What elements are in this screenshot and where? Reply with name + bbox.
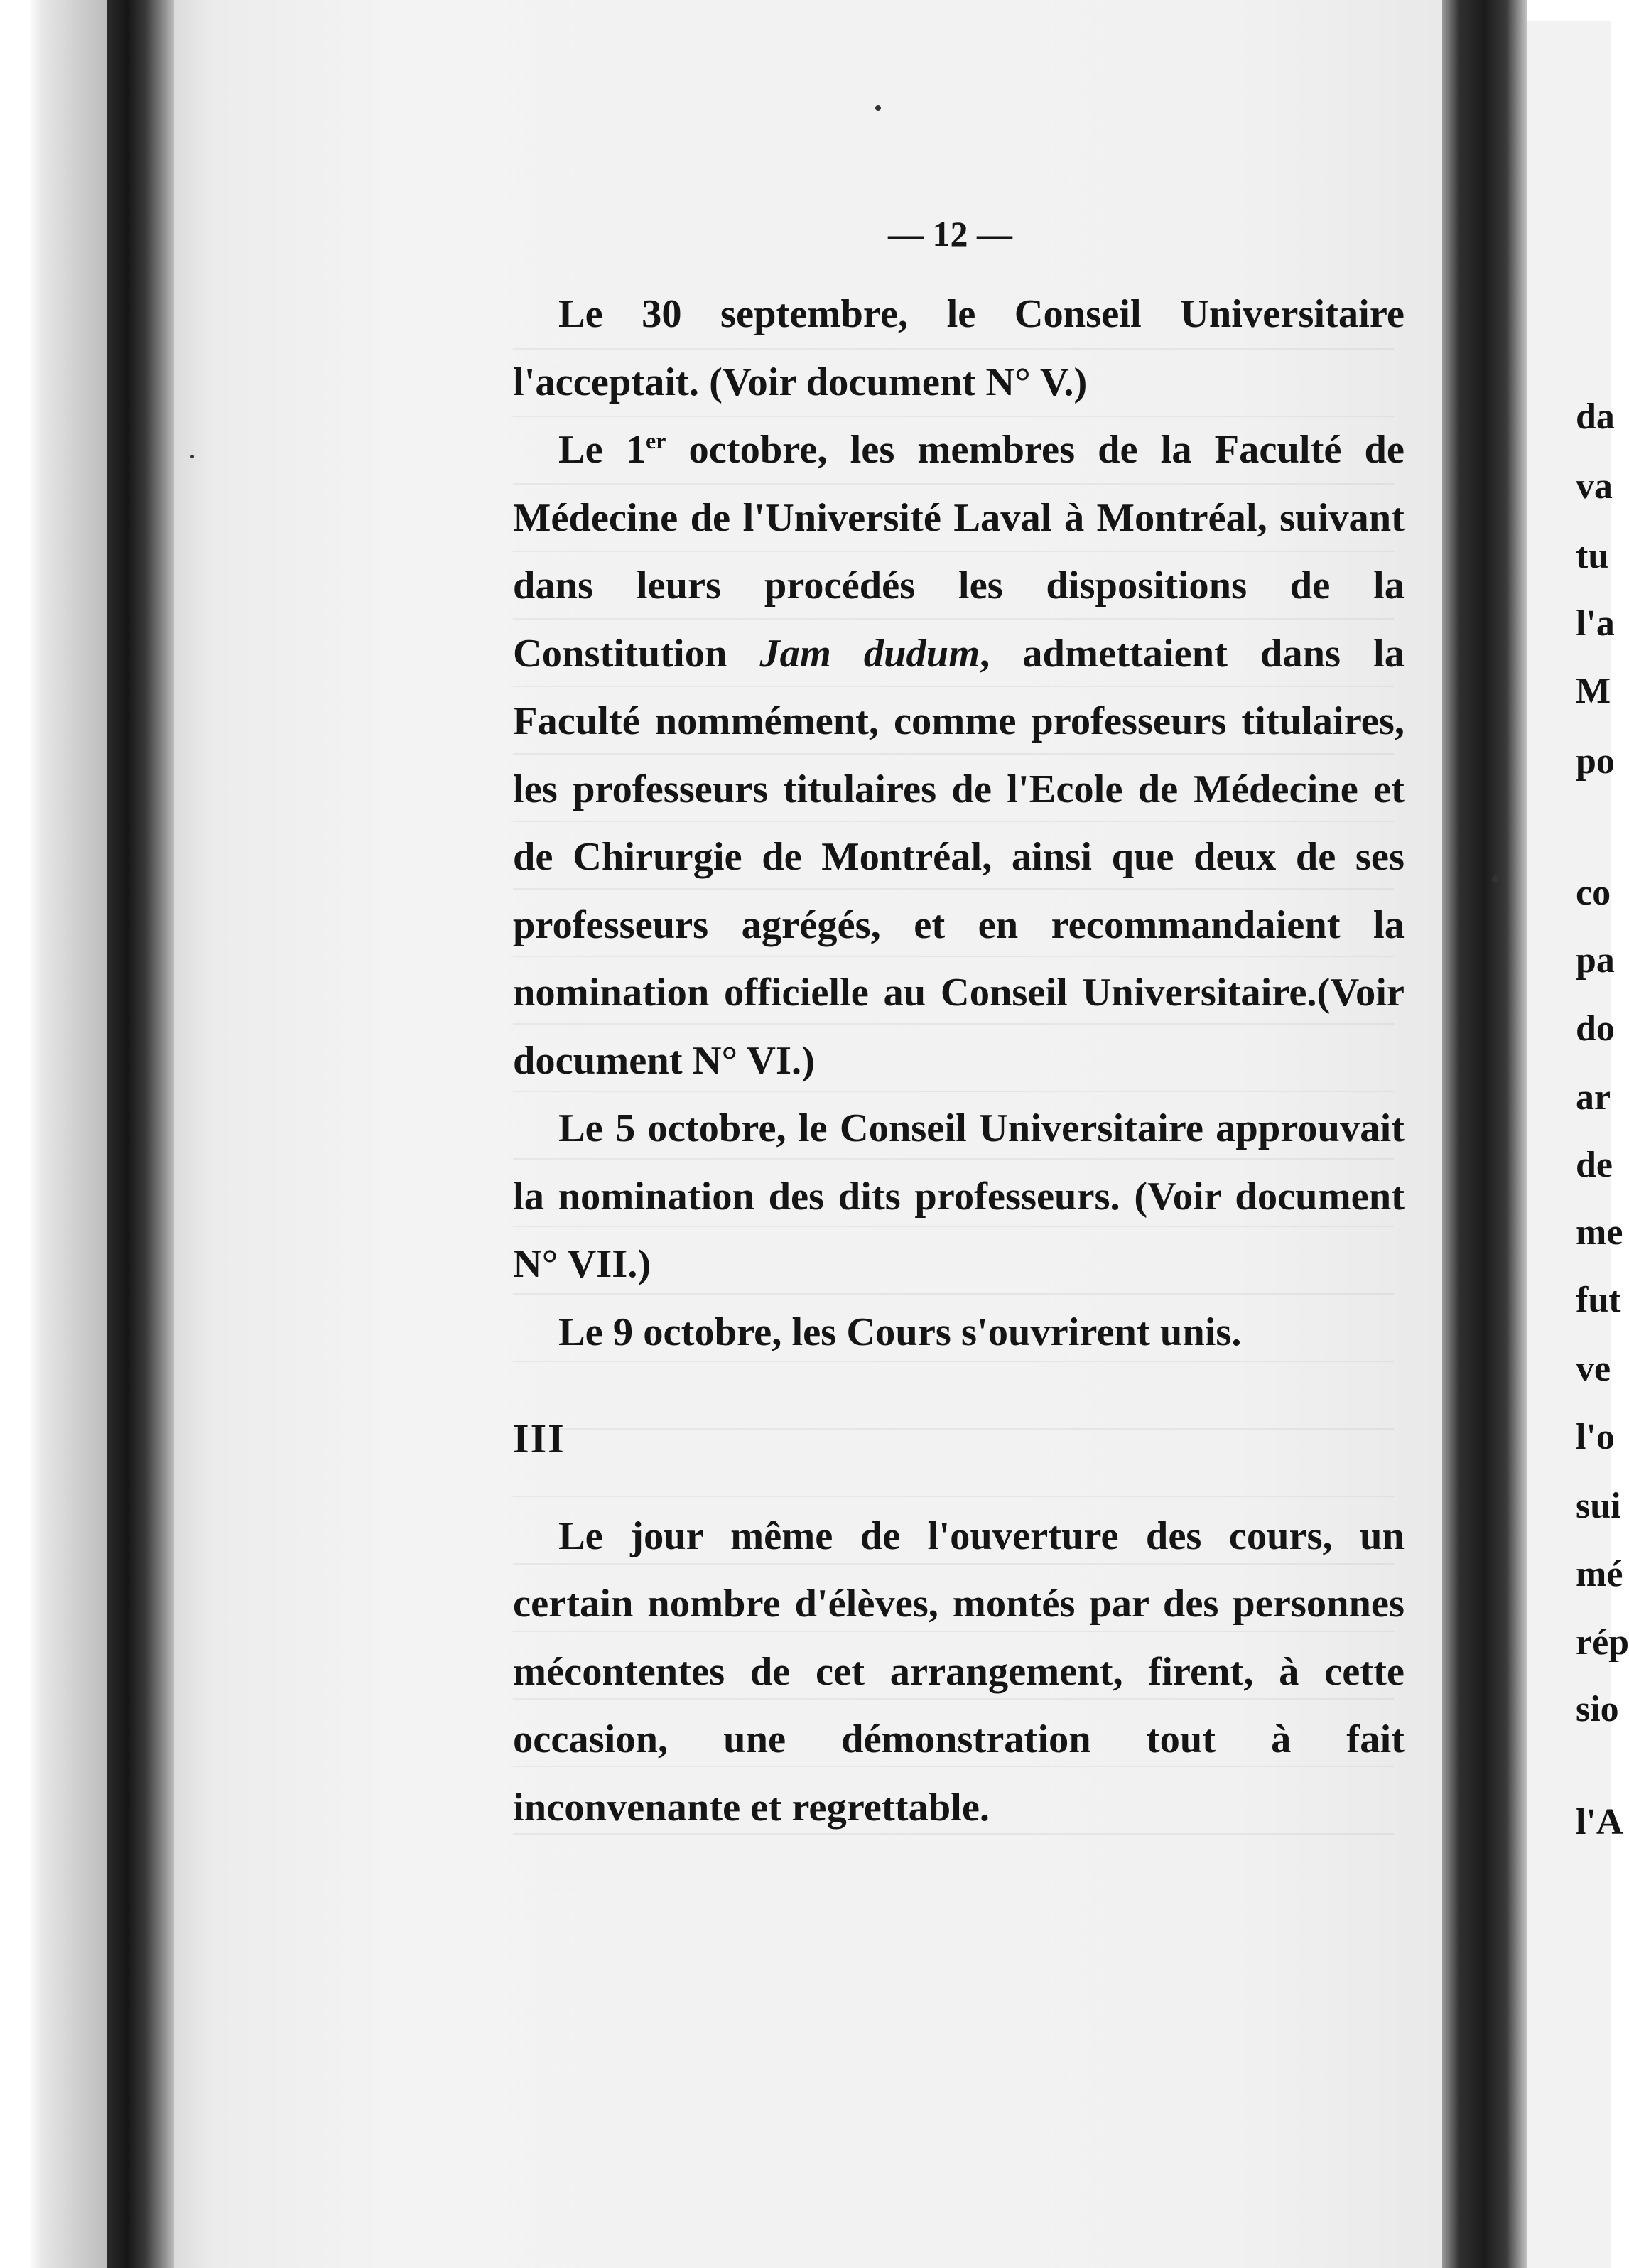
page-body <box>513 281 1405 1842</box>
paragraph-4: Le 9 octobre, les Cours s'ouvrirent unis. <box>558 1310 1242 1354</box>
paragraph-1: Le 30 septembre, le Conseil Universitaire l'acceptait. (Voir document N° V.) <box>513 292 1405 404</box>
facing-fragment: M <box>1576 671 1611 711</box>
facing-fragment: mé <box>1576 1554 1623 1594</box>
section-heading: III <box>513 1415 565 1462</box>
facing-fragment: me <box>1576 1212 1623 1253</box>
ordinal-superscript: er <box>646 428 666 454</box>
facing-fragment: rép <box>1576 1622 1629 1663</box>
paragraph-2 <box>513 416 1405 1095</box>
paragraph-3: Le 5 octobre, le Conseil Universitaire approuvait la nomination des dits professeurs. (Voir document N° VII.) <box>513 1106 1405 1286</box>
facing-fragment: l'a <box>1576 603 1615 644</box>
facing-fragment: tu <box>1576 536 1609 576</box>
italic-title: Jam dudum <box>759 631 980 676</box>
facing-fragment: l'o <box>1576 1417 1615 1457</box>
facing-fragment: ar <box>1576 1077 1611 1118</box>
dust-speck <box>190 455 194 458</box>
dust-speck <box>1492 875 1499 882</box>
book-spine <box>107 0 174 2268</box>
dust-speck <box>875 105 881 111</box>
facing-fragment: co <box>1576 873 1611 913</box>
facing-fragment: sio <box>1576 1689 1619 1729</box>
page-number: — 12 — <box>888 214 1012 254</box>
facing-page <box>1527 21 1629 2268</box>
facing-fragment: sui <box>1576 1486 1621 1526</box>
facing-fragment: de <box>1576 1145 1613 1185</box>
paragraph-2-lead: Le 1 <box>558 428 646 472</box>
facing-fragment: pa <box>1576 940 1615 981</box>
paragraph-5: Le jour même de l'ouverture des cours, un certain nombre d'élèves, montés par des personnes mécontentes de cet arrangement, firent, à cette occasion, une démonstration tout à fait inconvenante et regrettable. <box>513 1513 1405 1830</box>
paragraph-2-text: octobre, les membres de la Faculté de Médecine de l'Université Laval à Montréal, suivant dans leurs procédés les dispositions de la Constitution <box>513 428 1405 676</box>
facing-fragment: do <box>1576 1008 1615 1049</box>
facing-fragment: fut <box>1576 1280 1621 1320</box>
scan-left-margin <box>0 0 121 2268</box>
facing-fragment: va <box>1576 466 1613 507</box>
facing-fragment: l'A <box>1576 1802 1623 1842</box>
page-gutter-shadow <box>1442 0 1527 2268</box>
facing-fragment: da <box>1576 396 1615 437</box>
paragraph-2-rest: , admettaient dans la Faculté nommément, comme professeurs titulaires, les professeurs titulaires de l'Ecole de Médecine et de Chirurgie de Montréal, ainsi que deux de ses professeurs agrégés, et en recommandaient la nomination officielle au Conseil Universitaire.(Voir document N° VI.) <box>513 631 1405 1083</box>
facing-fragment: po <box>1576 741 1615 782</box>
facing-fragment: ve <box>1576 1349 1611 1389</box>
